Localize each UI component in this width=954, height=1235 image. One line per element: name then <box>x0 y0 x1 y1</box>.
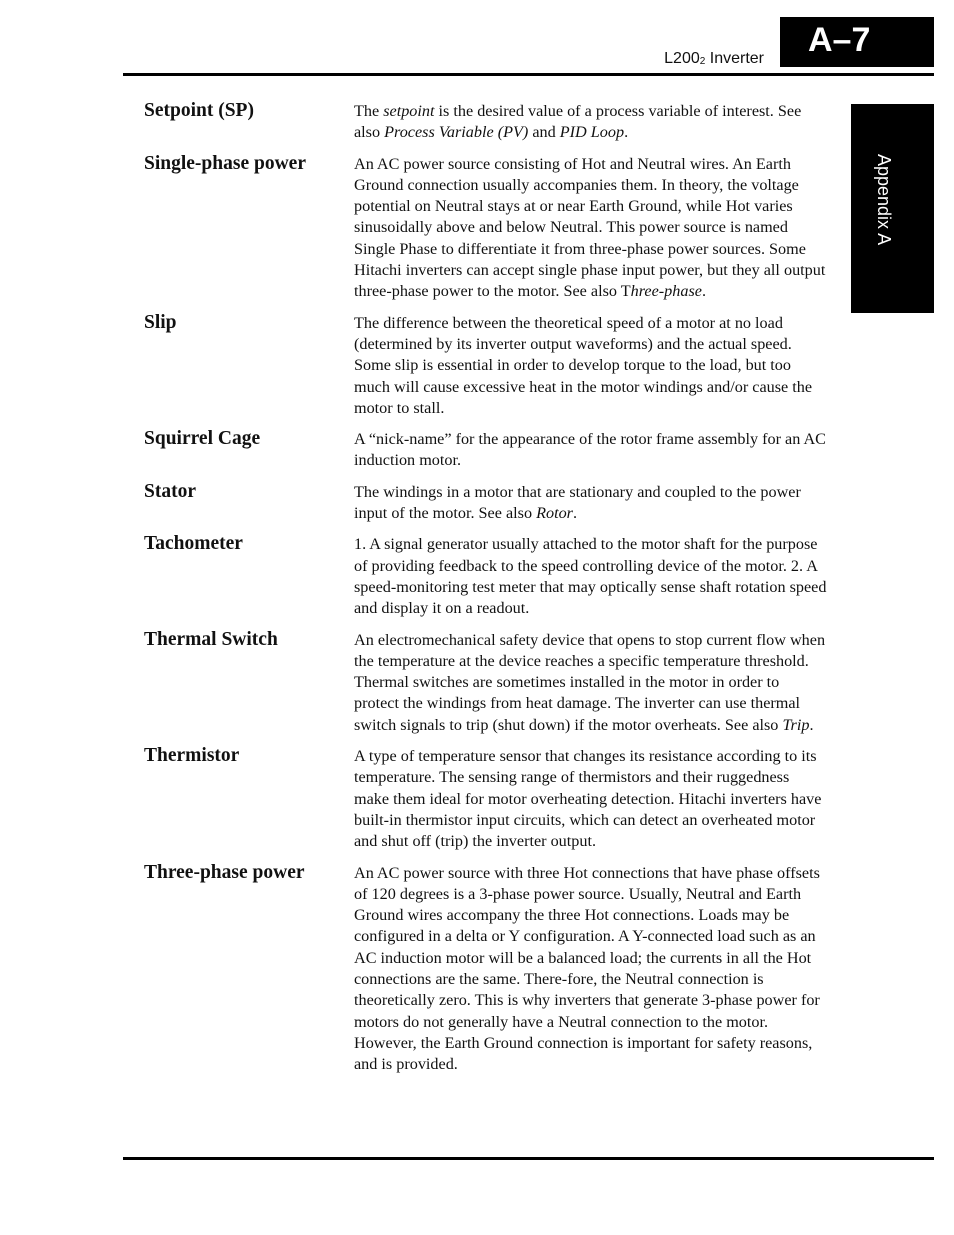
definition-italic-text: hree-phase <box>630 282 702 301</box>
definition-text: . <box>809 715 814 734</box>
glossary-definition <box>354 534 827 619</box>
glossary-definition <box>354 863 827 1076</box>
footer-rule <box>123 1157 934 1160</box>
definition-text: . <box>624 123 629 142</box>
definition-text: An AC power source with three Hot connections that have phase offsets of 120 degrees is a 3-phase power source. Usually, Neutral and Earth Ground wires accompany the three Hot connections. Loads may be configured in a delta or Y configuration. A Y-connected load such as an AC induction motor will be a balanced load; the currents in all the Hot connections are the same. There-fore, the Neutral connection is theoretically zero. This is why inverters that generate 3-phase power for motors do not generally have a Neutral connection to the motor. However, the Earth Ground connection is important for safety reasons, and is provided. <box>354 863 820 1074</box>
definition-text: An AC power source consisting of Hot and Neutral wires. An Earth Ground connection usually accompanies them. In theory, the voltage potential on Neutral stays at or near Earth Ground, while Hot varies sinusoidally above and below Neutral. This power source is named Single Phase to differentiate it from three-phase power sources. Some Hitachi inverters can accept single phase input power, but they all output three-phase power to the motor. See also T <box>354 154 826 301</box>
glossary-term: Thermal Switch <box>144 628 278 650</box>
glossary-entry <box>144 533 834 619</box>
definition-italic-text: setpoint <box>383 102 435 120</box>
glossary-entry <box>144 481 834 525</box>
appendix-side-tab <box>851 104 934 313</box>
glossary-term: Tachometer <box>144 533 243 555</box>
glossary-entry <box>144 312 834 419</box>
appendix-tab-label: Appendix A <box>874 154 894 246</box>
definition-text: An electromechanical safety device that opens to stop current flow when the temperature at the device reaches a specific temperature threshold. Thermal switches are sometimes installed in the motor in order to protect the windings from heat damage. The inverter can use thermal switch signals to trip (shut down) if the motor overheats. See also <box>354 630 826 734</box>
product-suffix: Inverter <box>705 50 764 67</box>
definition-italic-text: PID Loop <box>559 123 625 142</box>
definition-text: . <box>701 282 706 301</box>
glossary-term: Stator <box>144 480 196 502</box>
glossary-entry <box>144 100 834 144</box>
glossary-entry <box>144 428 834 472</box>
definition-text: and <box>528 123 560 142</box>
page-number: A–7 <box>808 21 871 59</box>
glossary-term: Single-phase power <box>144 152 306 174</box>
glossary-definition <box>354 101 827 144</box>
definition-text: . <box>572 504 578 523</box>
product-name: L200 <box>664 50 700 67</box>
definition-text: The windings in a motor that are stationary and coupled to the power input of the motor. See also <box>354 482 801 523</box>
glossary-entry <box>144 745 834 852</box>
header-rule <box>123 73 934 76</box>
definition-italic-text: Trip <box>782 715 810 734</box>
definition-text: 1. A signal generator usually attached to the motor shaft for the purpose of providing feedback to the speed controlling device of the motor. 2. A speed-monitoring test meter that may optically sense shaft rotation speed and display it on a readout. <box>354 535 827 618</box>
glossary-entry <box>144 862 834 1076</box>
glossary-definition <box>354 746 827 852</box>
definition-text: A “nick-name” for the appearance of the rotor frame assembly for an AC induction motor. <box>354 430 826 470</box>
glossary-definition <box>354 313 827 419</box>
page-number-box <box>780 17 934 67</box>
glossary-entry <box>144 629 834 736</box>
definition-text: A type of temperature sensor that changes its resistance according to its temperature. The sensing range of thermistors and their ruggedness make them ideal for motor overheating detection. Hitachi inverters have built-in thermistor input circuits, which can detect an overheated motor and shut off (trip) the inverter output. <box>354 747 822 851</box>
glossary-term: Slip <box>144 311 177 333</box>
glossary-definition <box>354 429 827 472</box>
glossary-term: Setpoint (SP) <box>144 100 254 121</box>
glossary-definition <box>354 630 827 736</box>
glossary-entry <box>144 153 834 303</box>
glossary-list <box>144 100 834 1084</box>
header-product-title <box>664 50 764 68</box>
glossary-term: Thermistor <box>144 745 240 767</box>
glossary-term: Three-phase power <box>144 861 305 883</box>
definition-text: The <box>354 102 384 120</box>
definition-italic-text: Rotor <box>536 504 573 523</box>
product-version-subscript: 2 <box>699 56 706 67</box>
glossary-definition <box>354 482 827 525</box>
definition-italic-text: Process Variable (PV) <box>384 123 529 142</box>
definition-text: The difference between the theoretical speed of a motor at no load (determined by its inverter output waveforms) and the actual speed. Some slip is essential in order to develop torque to the load, but too much will cause excessive heat in the motor windings and/or cause the motor to stall. <box>354 313 813 417</box>
definition-text: is the desired value of a process variable of interest. See also <box>354 102 802 142</box>
glossary-term: Squirrel Cage <box>144 428 261 450</box>
glossary-definition <box>354 154 827 303</box>
